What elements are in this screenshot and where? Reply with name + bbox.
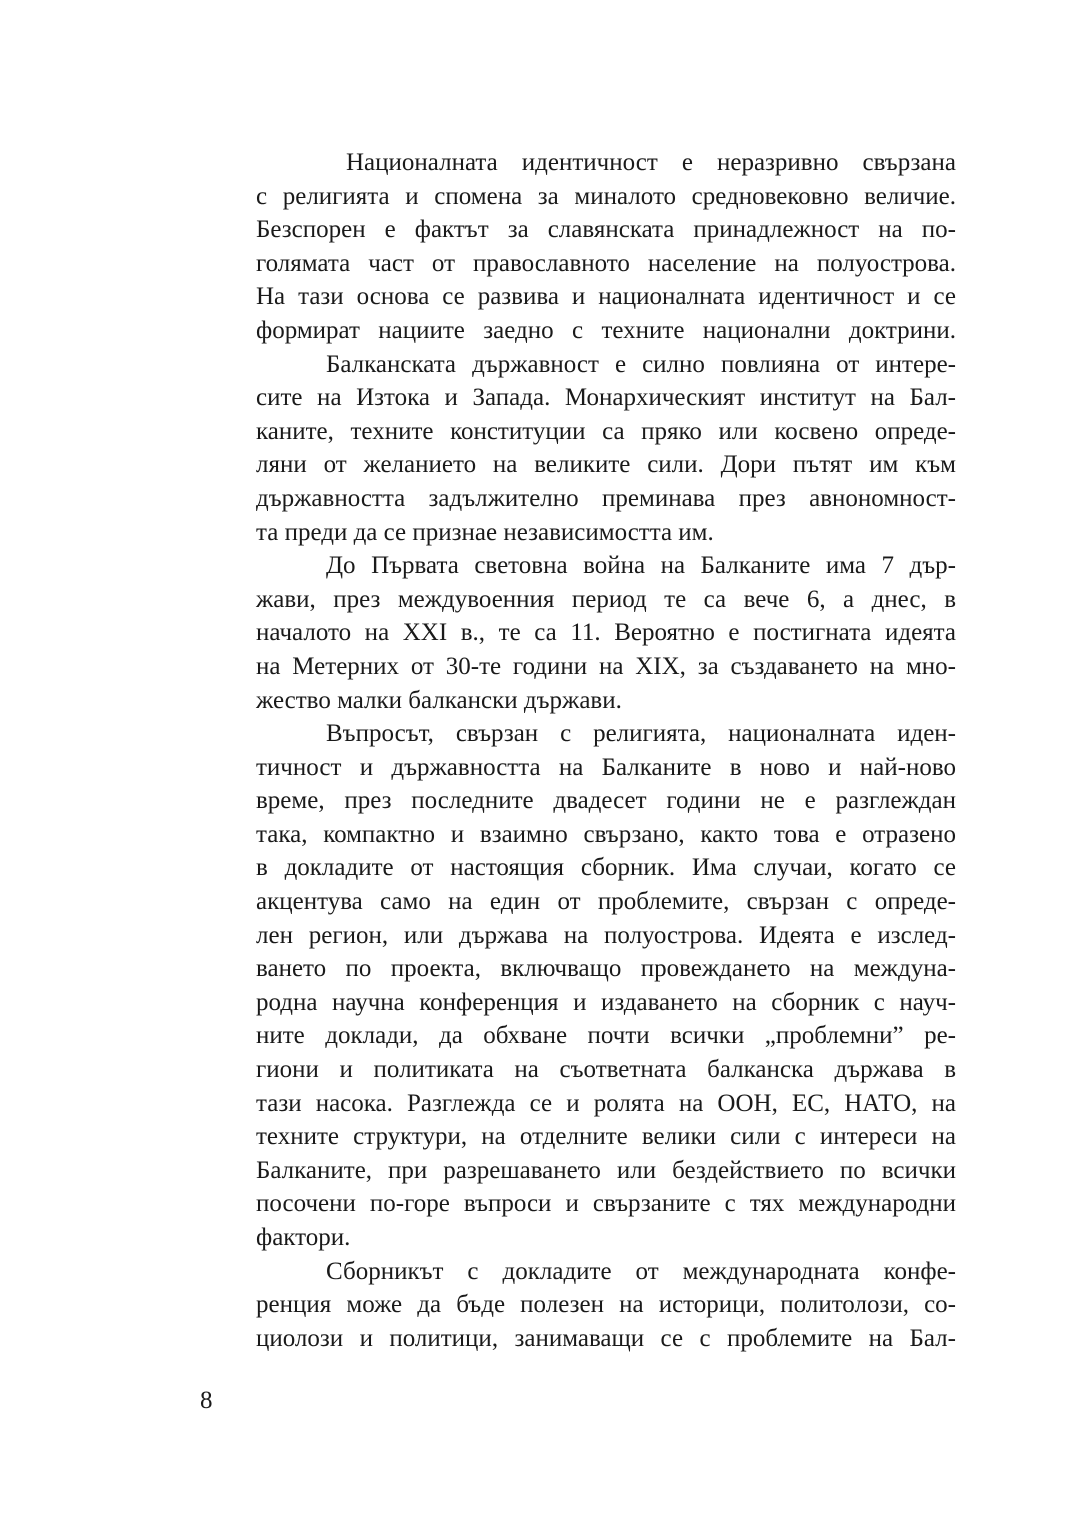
text-line: формират нациите заедно с техните национални доктрини. (256, 316, 956, 344)
paragraph-3 (256, 549, 956, 717)
paragraph-5 (256, 1255, 956, 1356)
text-line: началото на XXI в., те са 11. Вероятно е постигната идеята (256, 619, 956, 647)
text-line: ляни от желанието на великите сили. Дори пътят им към (256, 451, 956, 479)
text-line: родна научна конференция и издаването на сборник с науч- (256, 988, 956, 1016)
text-line: с религията и спомена за миналото средновековно величие. (256, 182, 956, 210)
text-line: техните структури, на отделните велики сили с интереси на (256, 1123, 956, 1151)
text-line: ването по проекта, включващо провеждането на междуна- (256, 955, 956, 983)
text-line: тичност и държавността на Балканите в ново и най-ново (256, 753, 956, 781)
text-line: Безспорен е фактът за славянската принадлежност на по- (256, 216, 956, 244)
body-text (256, 146, 956, 1355)
page-number: 8 (200, 1387, 213, 1414)
text-line: време, през последните двадесет години не е разглеждан (256, 787, 956, 815)
text-line: лен регион, или държава на полуострова. Идеята е изслед- (256, 921, 956, 949)
paragraph-2 (256, 348, 956, 550)
text-line: жество малки балкански държави. (256, 686, 622, 714)
text-line: На тази основа се развива и националната идентичност и се (256, 283, 956, 311)
text-line: така, компактно и взаимно свързано, както това е отразено (256, 820, 956, 848)
text-line: в докладите от настоящия сборник. Има случаи, когато се (256, 854, 956, 882)
text-line: та преди да се признае независимостта им. (256, 518, 714, 546)
paragraph-4 (256, 717, 956, 1255)
text-line: гиони и политиката на съответната балканска държава в (256, 1056, 956, 1084)
paragraph-1 (256, 146, 956, 348)
text-line: Балканската държавност е силно повлияна от интере- (326, 350, 956, 378)
text-line: фактори. (256, 1224, 351, 1251)
text-line: Въпросът, свързан с религията, националната иден- (326, 720, 956, 748)
text-line: голямата част от православното население на полуострова. (256, 249, 956, 277)
text-line: жави, през междувоенния период те са вече 6, а днес, в (256, 585, 956, 613)
text-line: сите на Изтока и Запада. Монархическият институт на Бал- (256, 384, 956, 412)
text-line: посочени по-горе въпроси и свързаните с тях международни (256, 1190, 956, 1218)
text-line: Националната идентичност е неразривно свързана (346, 149, 956, 176)
text-line: Сборникът с докладите от международната конфе- (326, 1257, 956, 1285)
text-line: на Метерних от 30-те години на XIX, за създаването на мно- (256, 652, 956, 680)
text-line: циолози и политици, занимаващи се с проблемите на Бал- (256, 1324, 956, 1352)
text-line: каните, техните конституции са пряко или косвено опреде- (256, 417, 956, 445)
text-line: акцентува само на един от проблемите, свързан с опреде- (256, 888, 956, 916)
text-line: държавността задължително преминава през авнономност- (256, 484, 956, 512)
text-line: ренция може да бъде полезен на историци, политолози, со- (256, 1291, 956, 1319)
text-line: До Първата световна война на Балканите има 7 дър- (326, 552, 956, 580)
text-line: тази насока. Разглежда се и ролята на ООН, ЕС, НАТО, на (256, 1089, 956, 1117)
text-line: ните доклади, да обхване почти всички „проблемни” ре- (256, 1022, 956, 1050)
text-line: Балканите, при разрешаването или бездействието по всички (256, 1156, 956, 1184)
